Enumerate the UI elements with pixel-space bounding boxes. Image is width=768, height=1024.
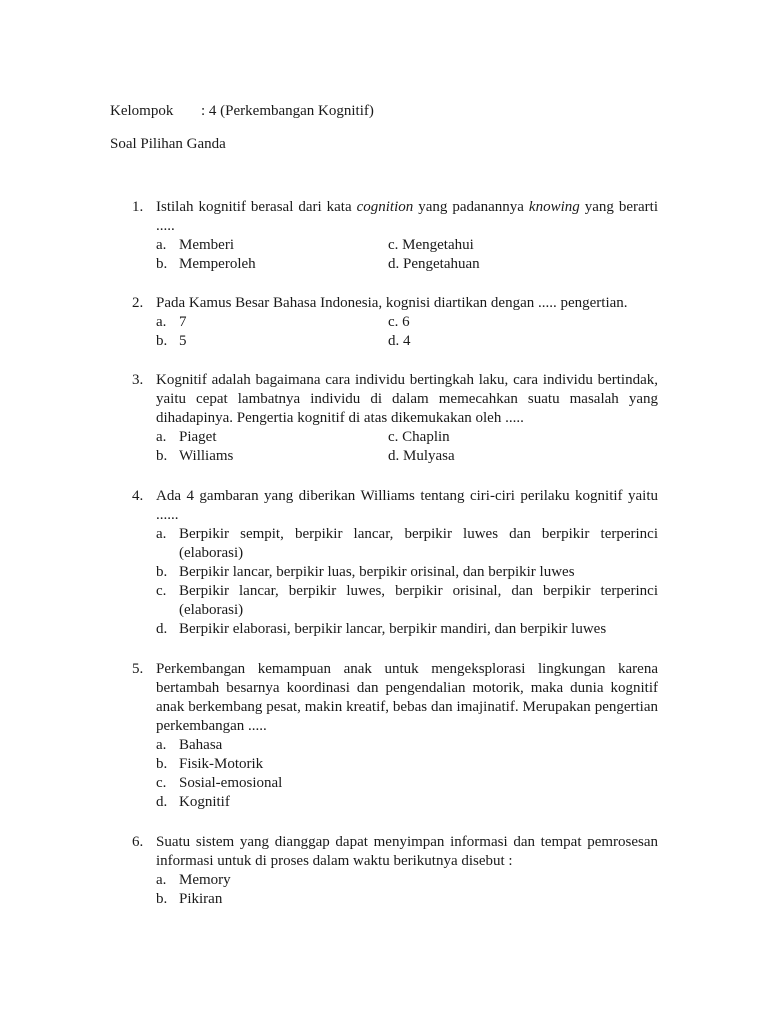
option-letter: b.: [156, 564, 168, 580]
option-list: [156, 428, 658, 466]
option-letter: a.: [156, 526, 167, 542]
option-d: d. Pengetahuan: [388, 256, 480, 272]
option-item: [156, 755, 658, 774]
question-number: 4.: [132, 488, 144, 504]
option-row: [156, 447, 658, 466]
option-letter: b.: [156, 891, 168, 907]
option-list: [156, 525, 658, 639]
option-item: [156, 620, 658, 639]
option-item: [156, 582, 658, 620]
option-letter: a.: [156, 737, 167, 753]
option-letter: b.: [156, 448, 168, 464]
section-title: Soal Pilihan Ganda: [110, 136, 226, 152]
question-text: Ada 4 gambaran yang diberikan Williams tentang ciri-ciri perilaku kognitif yaitu ......: [156, 488, 658, 523]
question-2: [132, 294, 658, 351]
option-b: Williams: [179, 448, 234, 464]
option-c: c. Mengetahui: [388, 237, 474, 253]
question-3: [132, 371, 658, 466]
option-letter: a.: [156, 237, 167, 253]
option-letter: b.: [156, 756, 168, 772]
option-b: 5: [179, 333, 187, 349]
option-text: Berpikir lancar, berpikir luas, berpikir orisinal, dan berpikir luwes: [179, 564, 575, 580]
question-1: [132, 198, 658, 274]
option-letter: a.: [156, 429, 167, 445]
option-letter: c.: [156, 583, 167, 599]
option-text: Kognitif: [179, 794, 230, 810]
question-6: [132, 833, 658, 909]
question-text: Suatu sistem yang dianggap dapat menyimpan informasi dan tempat pemrosesan informasi untuk di proses dalam waktu berikutnya disebut :: [156, 834, 658, 869]
option-a: Memberi: [179, 237, 234, 253]
option-text: Bahasa: [179, 737, 223, 753]
option-c: c. Chaplin: [388, 429, 450, 445]
option-row: [156, 332, 658, 351]
option-letter: b.: [156, 333, 168, 349]
option-text: Berpikir elaborasi, berpikir lancar, berpikir mandiri, dan berpikir luwes: [179, 621, 607, 637]
group-value: : 4 (Perkembangan Kognitif): [201, 103, 374, 119]
option-item: [156, 890, 658, 909]
option-b: Memperoleh: [179, 256, 256, 272]
option-d: d. 4: [388, 333, 411, 349]
option-a: 7: [179, 314, 187, 330]
option-item: [156, 871, 658, 890]
option-letter: d.: [156, 621, 168, 637]
option-item: [156, 774, 658, 793]
question-text: Pada Kamus Besar Bahasa Indonesia, kognisi diartikan dengan ..... pengertian.: [156, 295, 628, 311]
question-number: 3.: [132, 372, 144, 388]
question-text: Istilah kognitif berasal dari kata cognition yang padanannya knowing yang berarti .....: [156, 199, 658, 234]
option-item: [156, 525, 658, 563]
option-a: Piaget: [179, 429, 217, 445]
option-letter: d.: [156, 794, 168, 810]
option-item: [156, 736, 658, 755]
option-list: [156, 736, 658, 812]
option-list: [156, 236, 658, 274]
option-letter: b.: [156, 256, 168, 272]
option-row: [156, 313, 658, 332]
question-number: 6.: [132, 834, 144, 850]
question-number: 2.: [132, 295, 144, 311]
option-d: d. Mulyasa: [388, 448, 455, 464]
option-item: [156, 793, 658, 812]
option-row: [156, 255, 658, 274]
option-letter: a.: [156, 872, 167, 888]
option-text: Berpikir sempit, berpikir lancar, berpikir luwes dan berpikir terperinci (elaborasi): [179, 526, 658, 561]
question-text: Perkembangan kemampuan anak untuk mengeksplorasi lingkungan karena bertambah besarnya koordinasi dan pengendalian motorik, maka dunia kognitif anak berkembang pesat, makin kreatif, bebas dan imajinatif. Merupakan pengertian perkembangan .....: [156, 661, 658, 734]
group-line: [110, 102, 374, 121]
question-number: 1.: [132, 199, 144, 215]
option-row: [156, 428, 658, 447]
question-number: 5.: [132, 661, 144, 677]
question-4: [132, 487, 658, 639]
option-text: Memory: [179, 872, 231, 888]
group-label: Kelompok: [110, 103, 174, 119]
option-list: [156, 313, 658, 351]
option-letter: a.: [156, 314, 167, 330]
option-text: Berpikir lancar, berpikir luwes, berpikir orisinal, dan berpikir terperinci (elaborasi): [179, 583, 658, 618]
option-text: Pikiran: [179, 891, 223, 907]
option-row: [156, 236, 658, 255]
option-text: Fisik-Motorik: [179, 756, 264, 772]
option-letter: c.: [156, 775, 167, 791]
question-5: [132, 660, 658, 812]
option-list: [156, 871, 658, 909]
option-text: Sosial-emosional: [179, 775, 283, 791]
question-text: Kognitif adalah bagaimana cara individu bertingkah laku, cara individu bertindak, yaitu cepat lambatnya individu di dalam memecahkan suatu masalah yang dihadapinya. Pengertia kognitif di atas dikemukakan oleh .....: [156, 372, 658, 426]
option-item: [156, 563, 658, 582]
option-c: c. 6: [388, 314, 410, 330]
